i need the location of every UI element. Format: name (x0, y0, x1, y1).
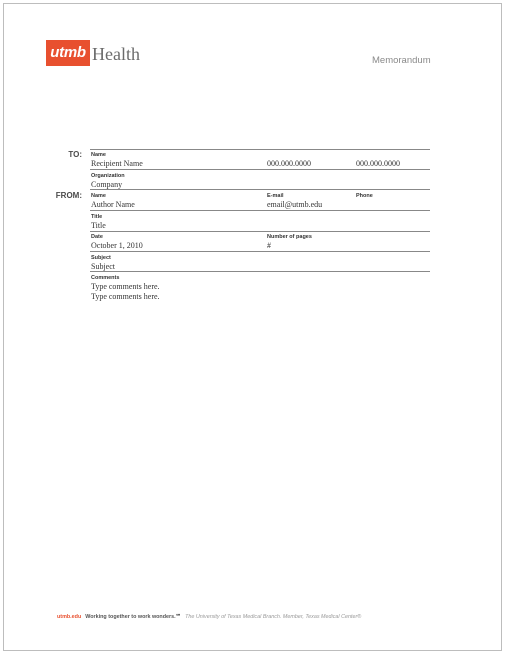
from-email-label: E-mail (267, 193, 284, 199)
date-field[interactable]: October 1, 2010 (91, 241, 143, 250)
footer (57, 614, 361, 621)
rule-subject-top (90, 251, 430, 252)
from-name-label: Name (91, 193, 106, 199)
utmb-logo-mark: utmb (46, 40, 90, 66)
to-fax-field[interactable]: 000.000.0000 (356, 159, 400, 168)
to-label: TO: (68, 150, 82, 159)
date-label: Date (91, 234, 103, 240)
from-name-field[interactable]: Author Name (91, 200, 135, 209)
document-title: Memorandum (372, 55, 431, 66)
to-org-label: Organization (91, 173, 125, 179)
rule-title-top (90, 210, 430, 211)
pages-field[interactable]: # (267, 241, 271, 250)
footer-description: The University of Texas Medical Branch. Member, Texas Medical Center® (185, 614, 362, 620)
from-label: FROM: (55, 191, 82, 200)
comments-line-2[interactable]: Type comments here. (91, 292, 160, 301)
rule-org-top (90, 169, 430, 170)
rule-to-top (90, 149, 430, 150)
memo-page (3, 3, 502, 651)
title-field[interactable]: Title (91, 221, 106, 230)
title-label: Title (91, 214, 103, 220)
to-phone-field[interactable]: 000.000.0000 (267, 159, 311, 168)
to-org-field[interactable]: Company (91, 180, 123, 189)
subject-field[interactable]: Subject (91, 262, 115, 271)
rule-comments-top (90, 271, 430, 272)
footer-tagline: Working together to work wonders.℠ (85, 614, 182, 620)
pages-label: Number of pages (267, 234, 312, 240)
rule-date-top (90, 231, 430, 232)
comments-label: Comments (91, 275, 120, 281)
to-name-field[interactable]: Recipient Name (91, 159, 143, 168)
rule-from-top (90, 189, 430, 190)
to-name-label: Name (91, 152, 106, 158)
footer-site: utmb.edu (57, 614, 82, 620)
utmb-logo-wordmark: Health (92, 44, 140, 64)
comments-line-1[interactable]: Type comments here. (91, 282, 160, 291)
from-email-field[interactable]: email@utmb.edu (267, 200, 323, 209)
subject-label: Subject (91, 255, 111, 261)
from-phone-label: Phone (356, 193, 373, 199)
